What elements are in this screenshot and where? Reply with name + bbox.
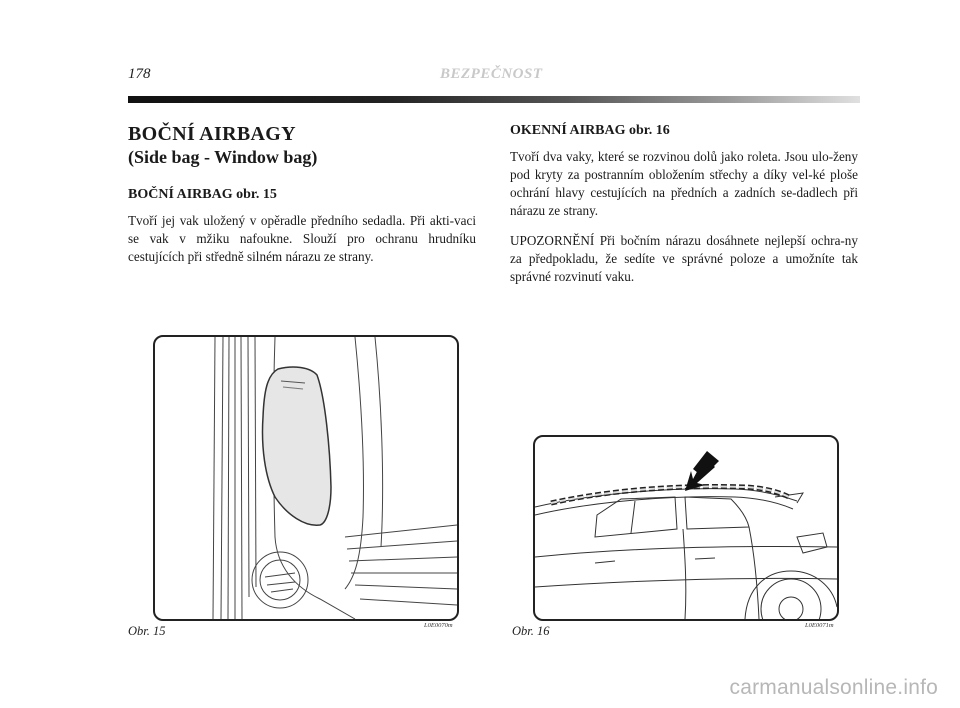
window-airbag-paragraph: Tvoří dva vaky, které se rozvinou dolů jako roleta. Jsou ulo-ženy pod kryty za postranním obložením střechy a díky vel-ké ploše ochrání hlavy cestujících na předních a zadních se-dadlech při nárazu ze strany.: [510, 149, 858, 218]
figure-caption-15: Obr. 15: [128, 624, 166, 638]
right-column: [510, 122, 858, 298]
figure-caption-16: Obr. 16: [512, 624, 550, 638]
watermark: carmanualsonline.info: [729, 676, 938, 699]
warning-paragraph: UPOZORNĚNÍ Při bočním nárazu dosáhnete nejlepší ochra-ny za předpokladu, že sedíte ve správné poloze a umožníte tak správné rozvinutí vaku.: [510, 233, 858, 284]
page-number: 178: [128, 66, 151, 82]
window-airbag-heading: OKENNÍ AIRBAG obr. 16: [510, 123, 670, 138]
car-window-airbag-illustration: [535, 437, 837, 619]
section-header: BEZPEČNOST: [440, 66, 543, 82]
figure-code-15: L0E0070m: [424, 622, 453, 629]
page-subtitle: (Side bag - Window bag): [128, 147, 318, 167]
figure-code-16: L0E0071m: [805, 622, 834, 629]
header-rule: [128, 96, 860, 103]
side-airbag-paragraph: Tvoří jej vak uložený v opěradle předního sedadla. Při akti-vaci se vak v mžiku nafoukne. Slouží pro ochranu hrudníku cestujících při středně silném nárazu ze strany.: [128, 213, 476, 264]
page-title: BOČNÍ AIRBAGY: [128, 123, 296, 145]
left-column: [128, 122, 476, 278]
figure-window-airbag: [533, 435, 839, 621]
seat-airbag-illustration: [155, 337, 457, 619]
side-airbag-heading: BOČNÍ AIRBAG obr. 15: [128, 187, 277, 202]
figure-side-airbag: [153, 335, 459, 621]
